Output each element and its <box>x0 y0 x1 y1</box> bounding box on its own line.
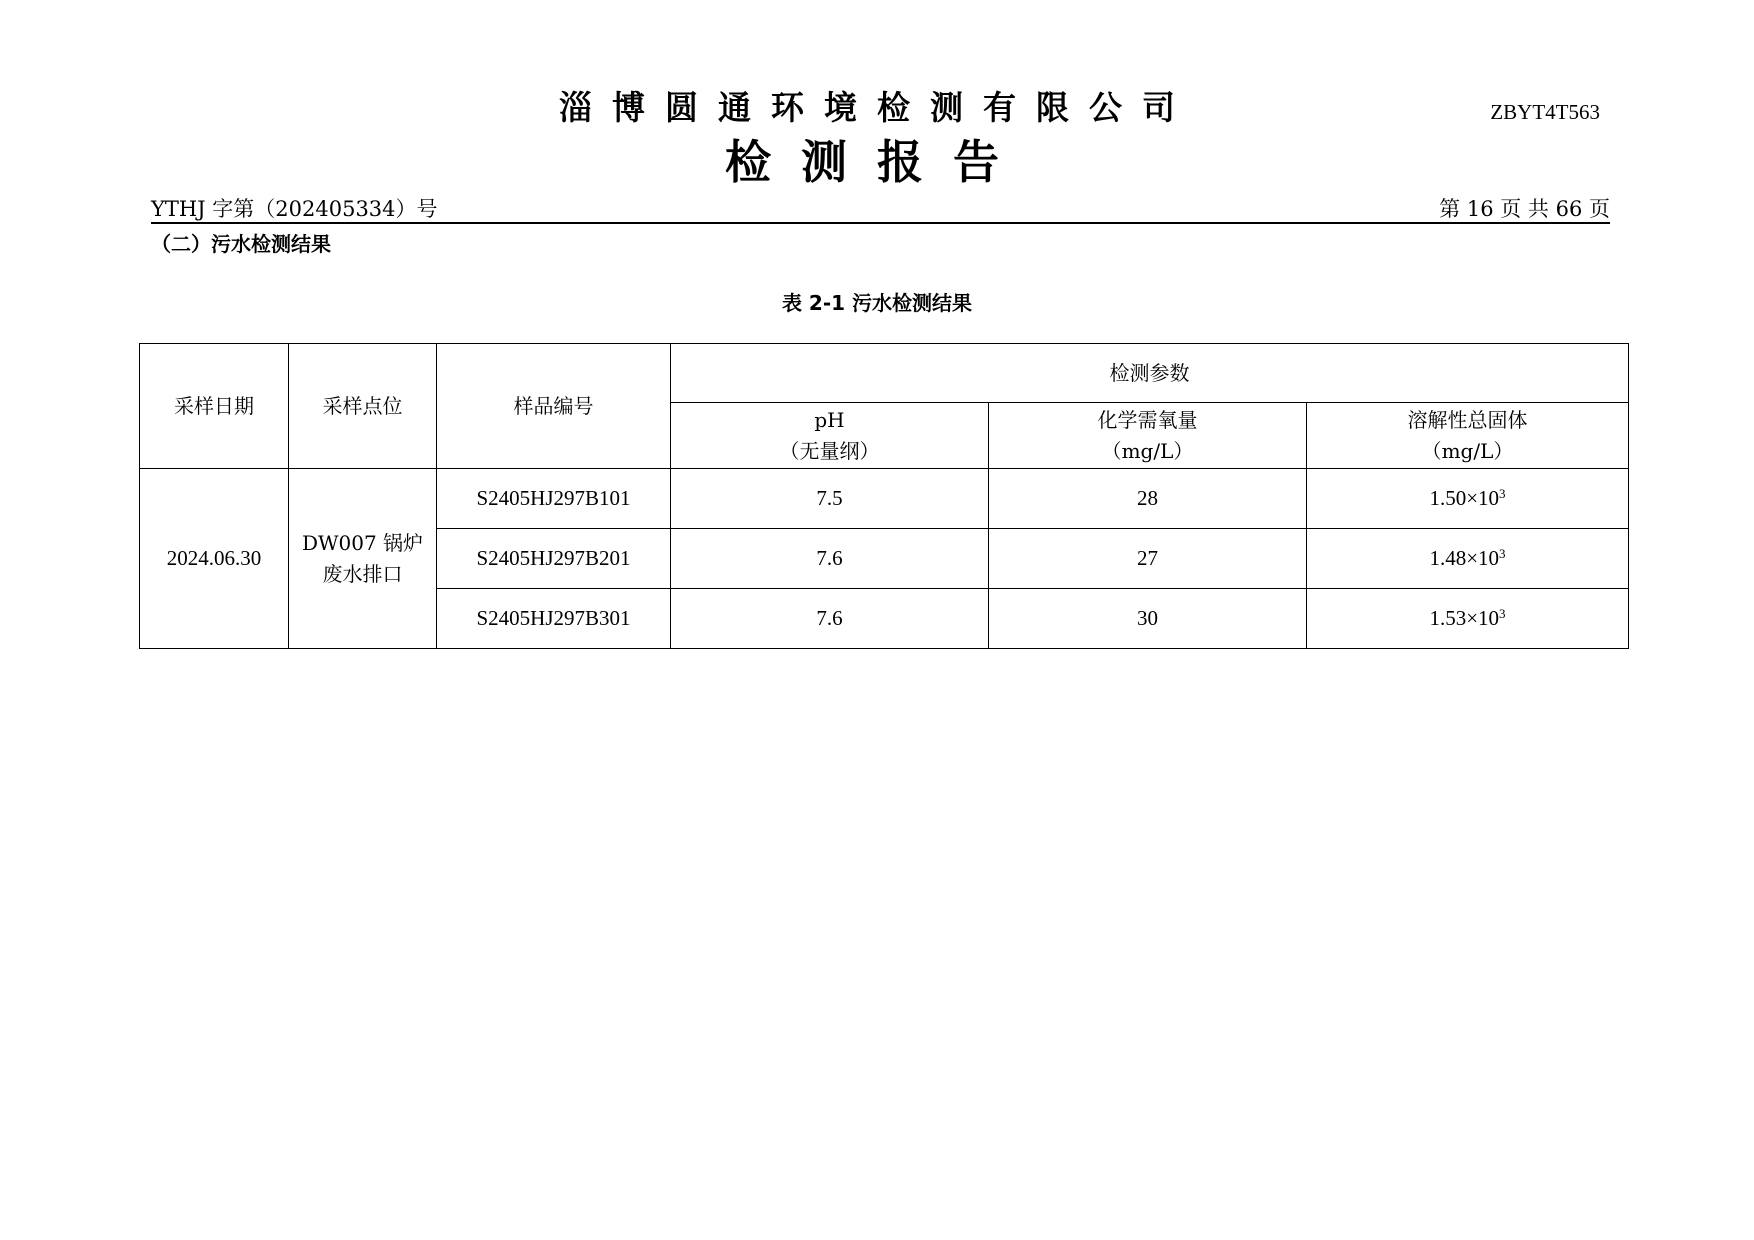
sample-id-cell: S2405HJ297B201 <box>437 529 671 589</box>
sampling-point-cell <box>289 469 437 649</box>
sampling-point-line2: 废水排口 <box>322 561 403 586</box>
report-number: YTHJ 字第（202405334）号 <box>151 197 438 221</box>
tds-cell <box>1307 469 1629 529</box>
cod-cell: 28 <box>989 469 1307 529</box>
header-cod <box>989 403 1307 469</box>
ph-cell: 7.6 <box>671 529 989 589</box>
header-row-1 <box>140 344 1629 403</box>
cod-cell: 27 <box>989 529 1307 589</box>
header-tds <box>1307 403 1629 469</box>
header-sampling-date: 采样日期 <box>140 344 289 469</box>
table-row <box>140 469 1629 529</box>
header-ph-name: pH <box>814 407 845 432</box>
results-table <box>139 343 1629 649</box>
tds-base: 1.48×10 <box>1429 546 1500 570</box>
sampling-point-line1: DW007 锅炉 <box>301 530 424 555</box>
section-heading: （二）污水检测结果 <box>151 232 331 256</box>
sample-id-cell: S2405HJ297B101 <box>437 469 671 529</box>
header-cod-name: 化学需氧量 <box>1097 407 1198 432</box>
header-ph-unit: （无量纲） <box>779 438 880 463</box>
page-indicator: 第 16 页 共 66 页 <box>1439 197 1610 221</box>
document-code: ZBYT4T563 <box>1490 100 1600 124</box>
tds-base: 1.53×10 <box>1429 606 1500 630</box>
tds-exponent: 3 <box>1499 486 1506 501</box>
tds-base: 1.50×10 <box>1429 486 1500 510</box>
cod-cell: 30 <box>989 589 1307 649</box>
sample-id-cell: S2405HJ297B301 <box>437 589 671 649</box>
sampling-date-cell: 2024.06.30 <box>140 469 289 649</box>
tds-cell <box>1307 589 1629 649</box>
header-sample-id: 样品编号 <box>437 344 671 469</box>
tds-cell <box>1307 529 1629 589</box>
ph-cell: 7.5 <box>671 469 989 529</box>
header-rule <box>151 222 1610 224</box>
tds-exponent: 3 <box>1499 606 1506 621</box>
header-tds-name: 溶解性总固体 <box>1407 407 1528 432</box>
header-tds-unit: （mg/L） <box>1421 438 1514 463</box>
tds-exponent: 3 <box>1499 546 1506 561</box>
ph-cell: 7.6 <box>671 589 989 649</box>
header-ph <box>671 403 989 469</box>
report-title: 检测报告 <box>725 135 1029 189</box>
header-cod-unit: （mg/L） <box>1101 438 1194 463</box>
table-caption: 表 2-1 污水检测结果 <box>781 291 973 315</box>
header-parameters: 检测参数 <box>671 344 1629 403</box>
header-sampling-point: 采样点位 <box>289 344 437 469</box>
company-name: 淄博圆通环境检测有限公司 <box>559 88 1195 127</box>
